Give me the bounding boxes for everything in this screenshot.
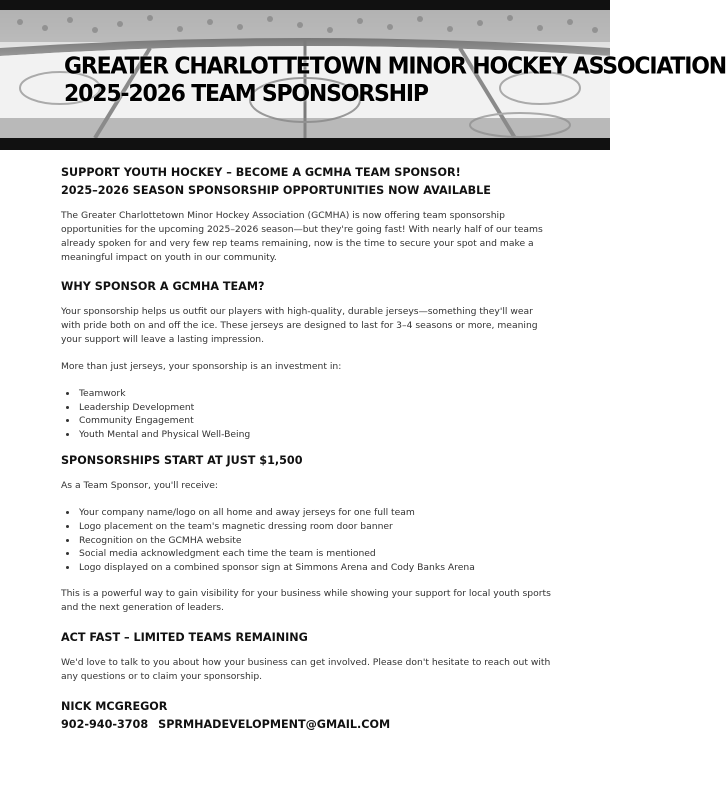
why-paragraph-1: Your sponsorship helps us outfit our players with high-quality, durable jerseys—something they'll wear with pride both on and off the ice. These jerseys are designed to last for 3–4 seasons or more, meaning your support will leave a lasting impression. (61, 306, 538, 345)
contact-phone[interactable]: 902-940-3708 (61, 718, 149, 732)
intro-paragraph: The Greater Charlottetown Minor Hockey Association (GCMHA) is now offering team sponsorship opportunities for the upcoming 2025–2026 season—but they're going fast! With nearly half of our teams already spoken for and very few rep teams remaining, now is the time to secure your spot and make a meaningful impact on youth in our community. (61, 210, 543, 263)
list-item: • Logo placement on the team's magnetic dressing room door banner (78, 520, 551, 534)
contact-details (61, 716, 551, 734)
benefits-list (61, 506, 551, 574)
why-heading: WHY SPONSOR A GCMHA TEAM? (61, 280, 265, 293)
start-heading: SPONSORSHIPS START AT JUST $1,500 (61, 454, 303, 468)
list-item: • Teamwork (78, 387, 551, 401)
why-list (61, 387, 551, 441)
list-item: • Community Engagement (78, 414, 551, 428)
contact-block (61, 698, 551, 734)
start-paragraph-1: As a Team Sponsor, you'll receive: (61, 480, 218, 492)
act-paragraph: We'd love to talk to you about how your business can get involved. Please don't hesitate to reach out with any questions or to claim your sponsorship. (61, 657, 551, 683)
list-item: • Recognition on the GCMHA website (78, 534, 551, 548)
list-item: • Youth Mental and Physical Well-Being (78, 428, 551, 442)
contact-email[interactable]: SPRMHADEVELOPMENT@GMAIL.COM (158, 718, 391, 732)
list-item: • Your company name/logo on all home and away jerseys for one full team (78, 506, 551, 520)
page-title (64, 54, 726, 109)
title-line-2: 2025-2026 TEAM SPONSORSHIP (64, 81, 428, 108)
list-item: • Leadership Development (78, 401, 551, 415)
title-line-1: GREATER CHARLOTTETOWN MINOR HOCKEY ASSOCIATION (64, 53, 726, 80)
intro-heading-2: 2025–2026 SEASON SPONSORSHIP OPPORTUNITIES NOW AVAILABLE (61, 184, 491, 197)
why-paragraph-2: More than just jerseys, your sponsorship is an investment in: (61, 361, 342, 372)
document-body (61, 164, 551, 734)
start-paragraph-2: This is a powerful way to gain visibility for your business while showing your support for local youth sports and the next generation of leaders. (61, 588, 551, 614)
header-banner (0, 0, 726, 150)
list-item: • Social media acknowledgment each time the team is mentioned (78, 547, 551, 561)
list-item: • Logo displayed on a combined sponsor sign at Simmons Arena and Cody Banks Arena (78, 561, 551, 575)
intro-heading-1: SUPPORT YOUTH HOCKEY – BECOME A GCMHA TEAM SPONSOR! (61, 166, 461, 179)
contact-name: NICK MCGREGOR (61, 700, 168, 714)
act-heading: ACT FAST – LIMITED TEAMS REMAINING (61, 631, 308, 645)
